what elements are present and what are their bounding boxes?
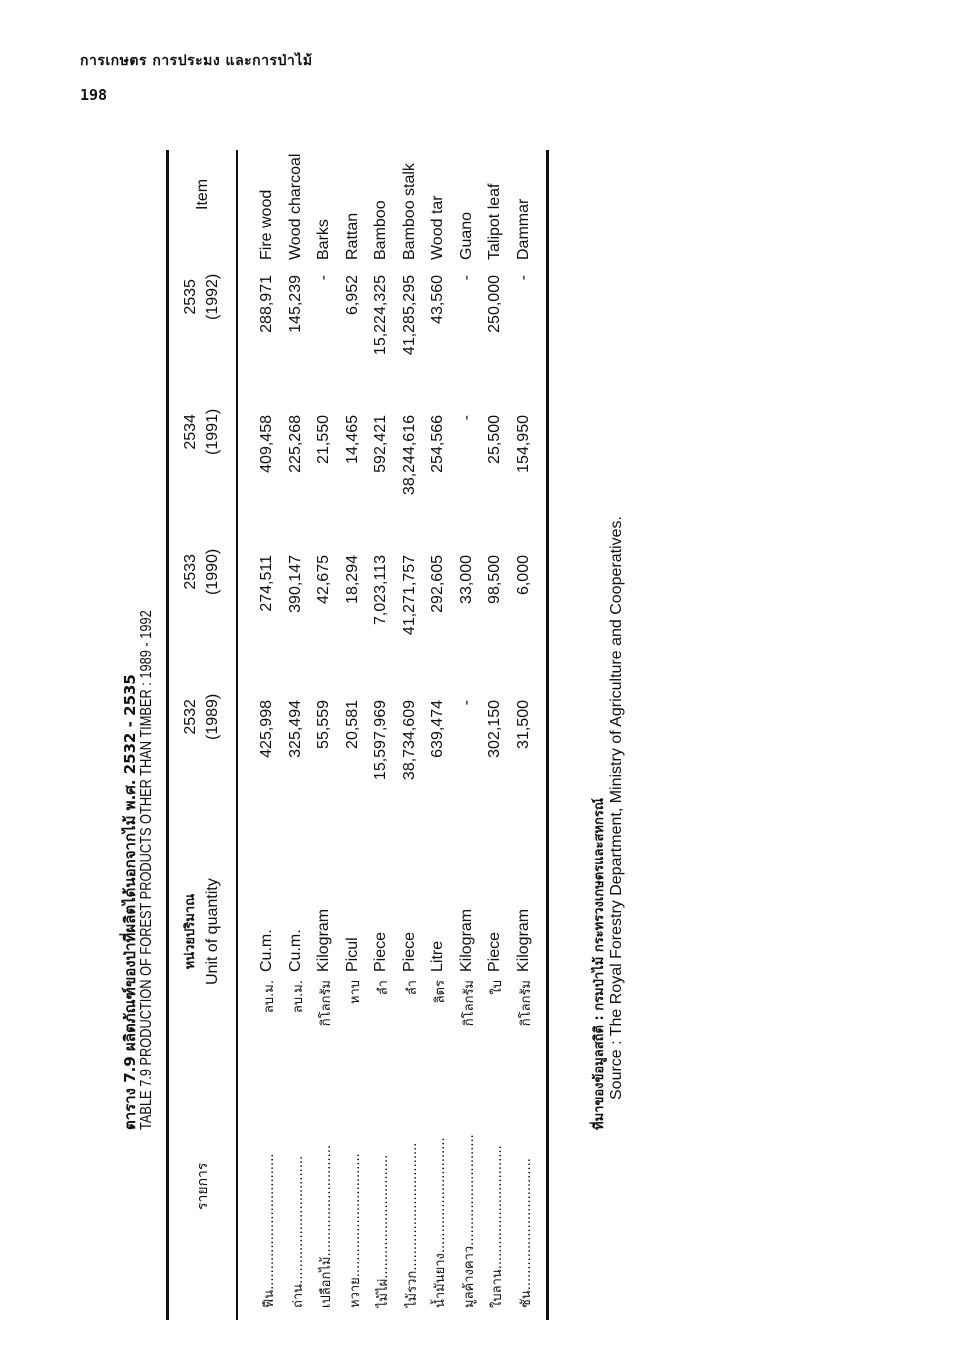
row-item-thai: น้ำมันยาง............................	[433, 1137, 448, 1308]
row-item-thai: ไม้ไผ่..............................	[376, 1154, 391, 1308]
row-unit-english: Kilogram	[315, 908, 332, 972]
row-unit-thai: หาบ	[347, 980, 363, 1005]
header-item-english: Item	[194, 178, 211, 210]
row-value-1990: 6,000	[514, 555, 532, 596]
row-value-1991: 409,458	[258, 415, 275, 473]
row-value-1989: 15,597,969	[372, 700, 389, 781]
header-year-1992: 2535 (1992)	[182, 273, 221, 320]
row-value-1991: 25,500	[486, 415, 503, 464]
row-value-1992: -	[315, 275, 332, 281]
row-unit-thai: ลิตร	[433, 980, 448, 1004]
row-value-1992: 15,224,325	[372, 275, 389, 356]
table-row	[515, 130, 541, 1330]
row-unit-english: Piece	[486, 931, 503, 972]
row-value-1992: 250,000	[486, 275, 503, 333]
table-row	[429, 130, 455, 1330]
row-unit-thai: ลำ	[404, 980, 420, 996]
row-item-thai: ไม้รวก...............................	[404, 1142, 420, 1308]
source-english: Source : The Royal Forestry Department, Ministry of Agriculture and Cooperatives.	[608, 516, 625, 1100]
row-value-1992: -	[457, 275, 475, 281]
row-unit-thai: กิโลกรัม	[319, 980, 334, 1027]
rotated-table-area	[118, 130, 638, 1330]
row-item-english: Fire wood	[258, 189, 275, 260]
row-item-thai: ถ่าน...............................	[290, 1155, 306, 1308]
row-unit-english: Cu.m.	[258, 929, 275, 972]
row-value-1991: 592,421	[372, 415, 389, 473]
row-unit-english: Kilogram	[457, 908, 475, 972]
header-year-1990: 2533 (1990)	[182, 548, 221, 595]
row-value-1992: 43,560	[429, 275, 446, 324]
row-value-1989: -	[457, 700, 475, 706]
row-item-thai: เปลือกไม้...........................	[319, 1144, 334, 1308]
table-caption-english: TABLE 7.9 PRODUCTION OF FOREST PRODUCTS OTHER THAN TIMBER : 1989 - 1992	[138, 610, 155, 1130]
row-value-1991: 14,465	[343, 415, 361, 464]
row-value-1989: 425,998	[258, 700, 275, 758]
row-item-english: Wood charcoal	[286, 153, 304, 260]
row-value-1991: 254,566	[429, 415, 446, 473]
row-value-1990: 274,511	[258, 555, 275, 612]
header-year-1989: 2532 (1989)	[182, 693, 221, 740]
row-item-thai: ชัน................................	[518, 1158, 534, 1308]
row-item-english: Talipot leaf	[486, 183, 503, 260]
row-value-1990: 18,294	[343, 555, 361, 604]
row-value-1990: 41,271,757	[400, 555, 418, 636]
row-item-english: Wood tar	[429, 195, 446, 260]
row-unit-english: Litre	[429, 940, 446, 972]
header-item-thai: รายการ	[195, 1162, 211, 1210]
row-value-1992: -	[514, 275, 532, 281]
table-row	[287, 130, 313, 1330]
row-item-english: Dammar	[514, 198, 532, 260]
row-value-1991: 225,268	[286, 415, 304, 473]
row-item-english: Bamboo	[372, 200, 389, 260]
row-value-1992: 288,971	[258, 275, 275, 333]
row-unit-english: Piece	[372, 931, 389, 972]
row-value-1990: 33,000	[457, 555, 475, 604]
row-unit-english: Picul	[343, 937, 361, 972]
row-value-1991: 154,950	[514, 415, 532, 473]
row-item-thai: หวาย..............................	[347, 1153, 363, 1308]
table-row	[315, 130, 341, 1330]
page-header-title: การเกษตร การประมง และการป่าไม้	[80, 53, 313, 69]
row-item-thai: ใบลาน..............................	[490, 1145, 505, 1308]
row-unit-thai: ลำ	[376, 980, 391, 996]
row-value-1989: 20,581	[343, 700, 361, 749]
table-row	[401, 130, 427, 1330]
row-value-1990: 7,023,113	[372, 555, 389, 625]
row-item-english: Barks	[315, 219, 332, 260]
row-value-1991: 38,244,616	[400, 415, 418, 496]
row-unit-english: Cu.m.	[286, 929, 304, 972]
table-bottom-rule	[546, 150, 549, 1320]
row-value-1991: 21,550	[315, 415, 332, 464]
row-value-1992: 6,952	[343, 275, 361, 316]
table-row	[372, 130, 398, 1330]
table-row	[458, 130, 484, 1330]
row-value-1990: 292,605	[429, 555, 446, 613]
row-value-1990: 98,500	[486, 555, 503, 604]
row-value-1992: 41,285,295	[400, 275, 418, 356]
row-value-1989: 38,734,609	[400, 700, 418, 781]
table-row	[486, 130, 512, 1330]
row-value-1989: 55,559	[315, 700, 332, 749]
row-value-1990: 42,675	[315, 555, 332, 604]
row-unit-thai: กิโลกรัม	[518, 980, 534, 1027]
row-item-thai: มูลค้างคาว...........................	[461, 1134, 477, 1308]
table-header-rule	[236, 150, 238, 1320]
row-unit-thai: ลบ.ม.	[262, 980, 277, 1014]
row-value-1989: 31,500	[514, 700, 532, 749]
row-value-1989: 639,474	[429, 700, 446, 758]
row-unit-english: Kilogram	[514, 908, 532, 972]
row-value-1989: 325,494	[286, 700, 304, 758]
header-unit: หน่วยปริมาณ Unit of quantity	[183, 878, 221, 985]
row-value-1992: 145,239	[286, 275, 304, 333]
table-row	[344, 130, 370, 1330]
row-unit-thai: ลบ.ม.	[290, 980, 306, 1014]
row-item-english: Bamboo stalk	[400, 163, 418, 260]
row-unit-thai: ใบ	[490, 980, 505, 995]
table-caption-thai: ตาราง 7.9 ผลิตภัณฑ์ของป่าที่ผลิตได้นอกจากไม้ พ.ศ. 2532 - 2535	[121, 674, 139, 1130]
row-item-english: Guano	[457, 211, 475, 260]
source-thai: ที่มาของข้อมูลสถิติ : กรมป่าไม้ กระทรวงเกษตรและสหกรณ์	[592, 798, 607, 1130]
table-row	[258, 130, 284, 1330]
row-unit-thai: กิโลกรัม	[461, 980, 477, 1027]
row-item-thai: ฟืน.................................	[262, 1153, 277, 1308]
row-unit-english: Piece	[400, 931, 418, 972]
row-item-english: Rattan	[343, 212, 361, 260]
page-number: 198	[80, 86, 108, 104]
row-value-1990: 390,147	[286, 555, 304, 613]
row-value-1989: 302,150	[486, 700, 503, 758]
table-top-rule	[166, 150, 169, 1320]
header-year-1991: 2534 (1991)	[182, 408, 221, 455]
row-value-1991: -	[457, 415, 475, 421]
